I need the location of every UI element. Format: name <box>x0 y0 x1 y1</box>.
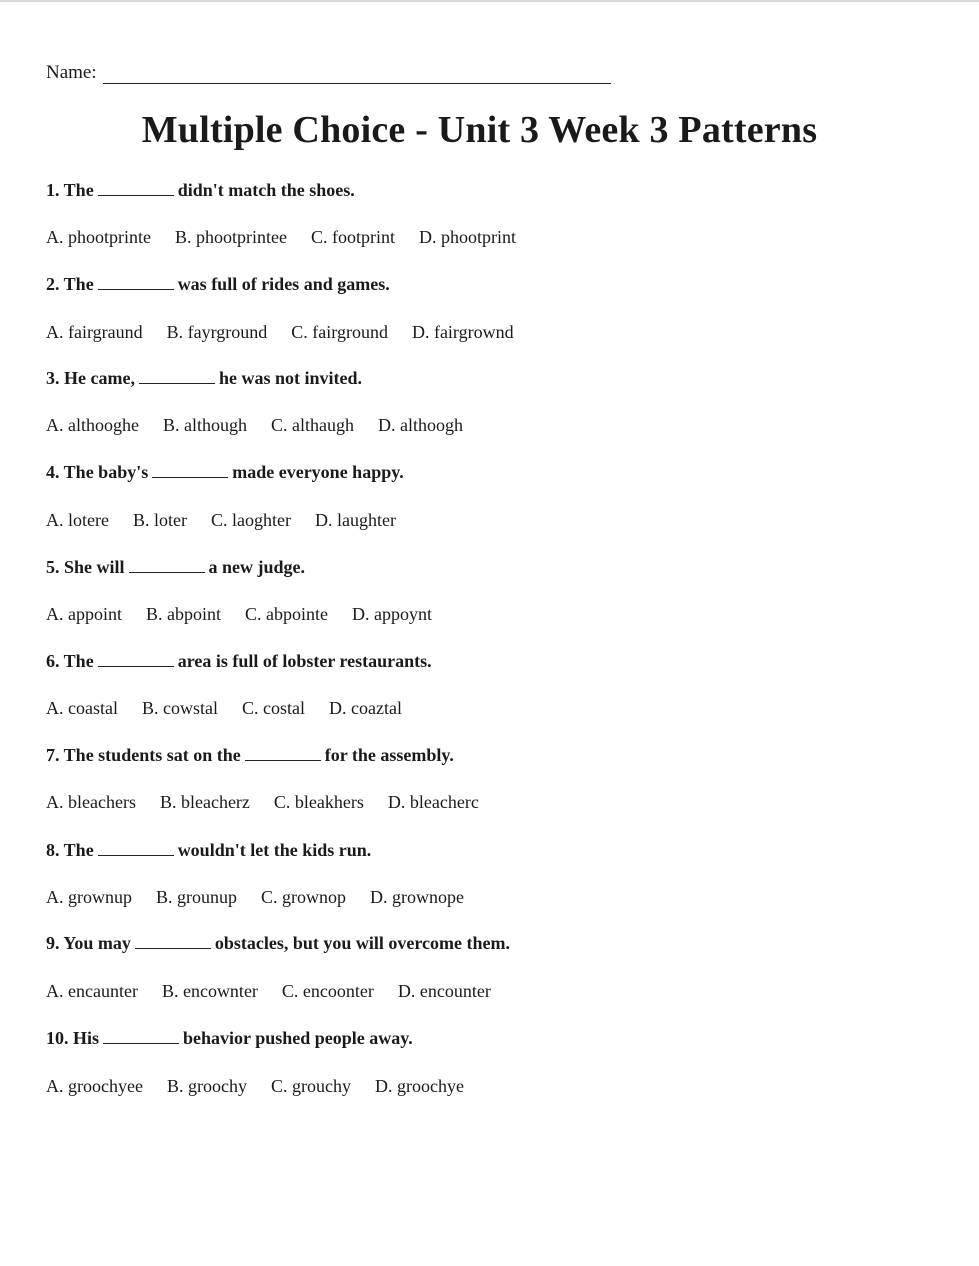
choice-c[interactable]: C. althaugh <box>270 415 354 435</box>
question-text-before: 7. The students sat on the <box>46 745 241 765</box>
choice-b[interactable]: B. abpoint <box>146 604 221 624</box>
question-1 <box>46 180 355 201</box>
choice-d[interactable]: D. fairgrownd <box>411 322 514 342</box>
question-text-after: obstacles, but you will overcome them. <box>214 933 510 953</box>
choice-a[interactable]: A. fairgraund <box>46 322 143 342</box>
choice-a[interactable]: A. bleachers <box>46 792 136 812</box>
choice-b[interactable]: B. phootprintee <box>175 227 287 247</box>
answer-blank <box>245 746 321 761</box>
choice-b[interactable]: B. cowstal <box>141 698 218 718</box>
choices-9 <box>46 981 491 1002</box>
question-8 <box>46 840 371 861</box>
answer-blank <box>129 558 205 573</box>
choice-d[interactable]: D. laughter <box>314 510 396 530</box>
choice-d[interactable]: D. groochye <box>374 1076 464 1096</box>
answer-blank <box>103 1029 179 1044</box>
name-row <box>46 62 611 84</box>
question-text-before: 8. The <box>46 840 94 860</box>
question-7 <box>46 745 454 766</box>
choices-7 <box>46 792 479 813</box>
choices-6 <box>46 698 402 719</box>
scan-edge <box>0 0 979 2</box>
choice-b[interactable]: B. loter <box>132 510 187 530</box>
choice-d[interactable]: D. grownope <box>370 887 464 907</box>
question-text-before: 2. The <box>46 274 94 294</box>
name-blank-line[interactable] <box>103 65 611 84</box>
question-text-after: wouldn't let the kids run. <box>177 840 372 860</box>
question-text-before: 4. The baby's <box>46 462 149 482</box>
answer-blank <box>98 652 174 667</box>
choice-b[interactable]: B. although <box>162 415 247 435</box>
question-text-after: didn't match the shoes. <box>177 180 355 200</box>
choice-b[interactable]: B. bleacherz <box>159 792 250 812</box>
choice-d[interactable]: D. appoynt <box>352 604 432 624</box>
question-4 <box>46 462 404 483</box>
question-text-before: 1. The <box>46 180 94 200</box>
choice-a[interactable]: A. phootprinte <box>46 227 151 247</box>
question-10 <box>46 1028 413 1049</box>
answer-blank <box>98 275 174 290</box>
choice-c[interactable]: C. abpointe <box>245 604 328 624</box>
question-text-before: 6. The <box>46 651 94 671</box>
choices-1 <box>46 227 516 248</box>
choice-a[interactable]: A. grownup <box>46 887 132 907</box>
choice-b[interactable]: B. fayrground <box>166 322 268 342</box>
question-3 <box>46 368 362 389</box>
question-text-before: 10. His <box>46 1028 100 1048</box>
choices-3 <box>46 415 463 436</box>
answer-blank <box>135 934 211 949</box>
question-text-after: he was not invited. <box>218 368 362 388</box>
question-text-after: behavior pushed people away. <box>183 1028 413 1048</box>
choices-8 <box>46 887 464 908</box>
name-label: Name: <box>46 62 97 83</box>
choice-d[interactable]: D. bleacherc <box>387 792 479 812</box>
question-text-after: made everyone happy. <box>232 462 404 482</box>
answer-blank <box>152 463 228 478</box>
choice-a[interactable]: A. lotere <box>46 510 109 530</box>
question-text-after: was full of rides and games. <box>177 274 390 294</box>
question-6 <box>46 651 432 672</box>
choice-d[interactable]: D. phootprint <box>418 227 516 247</box>
choice-b[interactable]: B. encownter <box>161 981 258 1001</box>
choice-c[interactable]: C. grouchy <box>270 1076 351 1096</box>
choice-a[interactable]: A. appoint <box>46 604 122 624</box>
choice-c[interactable]: C. fairground <box>291 322 388 342</box>
answer-blank <box>98 841 174 856</box>
choice-a[interactable]: A. coastal <box>46 698 118 718</box>
question-text-before: 5. She will <box>46 557 125 577</box>
choice-a[interactable]: A. althooghe <box>46 415 139 435</box>
choice-c[interactable]: C. grownop <box>261 887 346 907</box>
question-text-after: area is full of lobster restaurants. <box>177 651 432 671</box>
page-title: Multiple Choice - Unit 3 Week 3 Patterns <box>141 109 818 151</box>
choice-a[interactable]: A. groochyee <box>46 1076 143 1096</box>
choice-b[interactable]: B. groochy <box>166 1076 247 1096</box>
choices-10 <box>46 1076 464 1097</box>
question-9 <box>46 933 510 954</box>
choices-2 <box>46 322 514 343</box>
choices-5 <box>46 604 432 625</box>
choice-d[interactable]: D. coaztal <box>328 698 402 718</box>
question-2 <box>46 274 390 295</box>
choice-c[interactable]: C. encoonter <box>281 981 374 1001</box>
choice-c[interactable]: C. bleakhers <box>273 792 364 812</box>
question-text-before: 9. You may <box>46 933 131 953</box>
answer-blank <box>98 181 174 196</box>
choice-d[interactable]: D. encounter <box>397 981 491 1001</box>
question-text-after: for the assembly. <box>324 745 454 765</box>
question-text-after: a new judge. <box>208 557 306 577</box>
choice-c[interactable]: C. costal <box>241 698 305 718</box>
question-5 <box>46 557 305 578</box>
choice-c[interactable]: C. laoghter <box>210 510 291 530</box>
choice-a[interactable]: A. encaunter <box>46 981 138 1001</box>
choice-b[interactable]: B. grounup <box>156 887 237 907</box>
question-text-before: 3. He came, <box>46 368 135 388</box>
choices-4 <box>46 510 396 531</box>
answer-blank <box>139 369 215 384</box>
choice-d[interactable]: D. althoogh <box>377 415 463 435</box>
choice-c[interactable]: C. footprint <box>310 227 395 247</box>
